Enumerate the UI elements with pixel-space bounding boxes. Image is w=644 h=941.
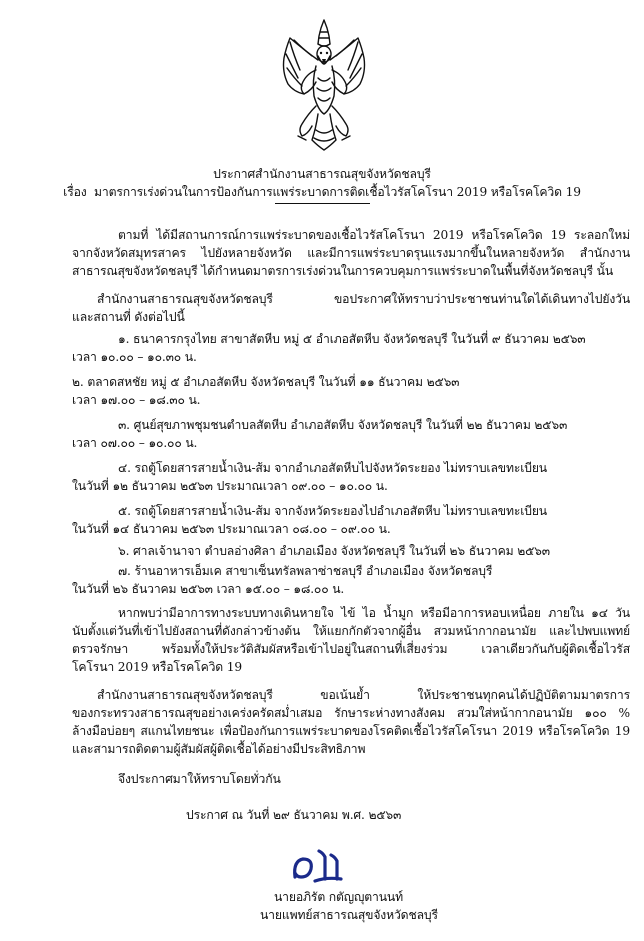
announce-line: สำนักงานสาธารณสุขจังหวัดชลบุรี ขอประกาศให้ทราบว่าประชาชนท่านใดได้เดินทางไปยังวัน xyxy=(97,292,630,306)
emphasis-line: สำนักงานสาธารณสุขจังหวัดชลบุรี ขอเน้นย้ำ ให้ประชาชนทุกคนได้ปฏิบัติตามมาตรการ xyxy=(97,688,630,702)
location-item-time: เวลา ๑๗.๐๐ – ๑๘.๓๐ น. xyxy=(72,393,201,407)
emphasis-line: ล้างมือบ่อยๆ สแกนไทยชนะ เพื่อป้องกันการแพร่ระบาดของโรคติดเชื้อไวรัสโคโรนา 2019 หรือโรคโควิด 19 xyxy=(72,724,630,738)
emphasis-line: และสามารถติดตามผู้สัมผัสผู้ติดเชื้อได้อย่างมีประสิทธิภาพ xyxy=(72,742,366,756)
location-item: ๔. รถตู้โดยสารสายน้ำเงิน-ส้ม จากอำเภอสัตหีบไปจังหวัดระยอง ไม่ทราบเลขทะเบียน xyxy=(118,461,547,475)
symptoms-line: นับตั้งแต่วันที่เข้าไปยังสถานที่ดังกล่าวข้างต้น ให้แยกกักตัวจากผู้อื่น สวมหน้ากากอนามัย และไปพบแพทย์ xyxy=(72,624,630,638)
location-item: ๑. ธนาคารกรุงไทย สาขาสัตหีบ หมู่ ๕ อำเภอสัตหีบ จังหวัดชลบุรี ในวันที่ ๙ ธันวาคม ๒๕๖๓ xyxy=(118,332,586,346)
symptoms-line: โคโรนา 2019 หรือโรคโควิด 19 xyxy=(72,660,242,674)
location-item-time: เวลา ๑๐.๐๐ – ๑๐.๓๐ น. xyxy=(72,350,197,364)
location-item-time: ในวันที่ ๑๒ ธันวาคม ๒๕๖๓ ประมาณเวลา ๐๙.๐๐ – ๑๐.๐๐ น. xyxy=(72,479,388,493)
intro-line: ตามที่ ได้มีสถานการณ์การแพร่ระบาดของเชื้อไวรัสโคโรนา 2019 หรือโรคโควิด 19 ระลอกใหม่ xyxy=(118,228,630,242)
closing-line: จึงประกาศมาให้ทราบโดยทั่วกัน xyxy=(118,772,281,786)
garuda-emblem-icon xyxy=(278,18,370,154)
announcement-date: ประกาศ ณ วันที่ ๒๙ ธันวาคม พ.ศ. ๒๕๖๓ xyxy=(186,808,402,822)
document-title: ประกาศสำนักงานสาธารณสุขจังหวัดชลบุรี xyxy=(213,167,431,181)
signature-image xyxy=(287,847,349,887)
location-item: ๕. รถตู้โดยสารสายน้ำเงิน-ส้ม จากจังหวัดระยองไปอำเภอสัตหีบ ไม่ทราบเลขทะเบียน xyxy=(118,504,547,518)
location-item: ๓. ศูนย์สุขภาพชุมชนตำบลสัตหีบ อำเภอสัตหีบ จังหวัดชลบุรี ในวันที่ ๒๒ ธันวาคม ๒๕๖๓ xyxy=(118,418,568,432)
emphasis-line: ของกระทรวงสาธารณสุขอย่างเคร่งครัดสม่ำเสมอ รักษาระห่างทางสังคม สวมใส่หน้ากากอนามัย ๑๐๐ % xyxy=(72,706,630,720)
title-divider xyxy=(275,203,370,204)
symptoms-line: ตรวจรักษา พร้อมทั้งให้ประวัติสัมผัสหรือเข้าไปอยู่ในสถานที่เสี่ยงร่วม เวลาเดียวกันกับผู้ติดเชื้อไวรัส xyxy=(72,642,630,656)
location-item: ๒. ตลาดสหชัย หมู่ ๕ อำเภอสัตหีบ จังหวัดชลบุรี ในวันที่ ๑๑ ธันวาคม ๒๕๖๓ xyxy=(72,375,460,389)
signatory-name: นายอภิรัต กตัญญุตานนท์ xyxy=(274,890,403,904)
signatory-position: นายแพทย์สาธารณสุขจังหวัดชลบุรี xyxy=(260,908,438,922)
location-item: ๗. ร้านอาหารเอ็มเค สาขาเซ็นทรัลพลาซ่าชลบุรี อำเภอเมือง จังหวัดชลบุรี xyxy=(118,564,493,578)
intro-line: สาธารณสุขจังหวัดชลบุรี ได้กำหนดมาตรการเร่งด่วนในการควบคุมการแพร่ระบาดในพื้นที่จังหวัดชลบุรี นั้น xyxy=(72,264,614,278)
document-subject xyxy=(0,184,644,200)
subject-text: มาตรการเร่งด่วนในการป้องกันการแพร่ระบาดการติดเชื้อไวรัสโคโรนา 2019 หรือโรคโควิด 19 xyxy=(94,185,581,199)
location-item-time: ในวันที่ ๑๔ ธันวาคม ๒๕๖๓ ประมาณเวลา ๐๘.๐๐ – ๐๙.๐๐ น. xyxy=(72,522,391,536)
location-item-time: เวลา ๐๗.๐๐ – ๑๐.๐๐ น. xyxy=(72,436,198,450)
announce-line: และสถานที่ ดังต่อไปนี้ xyxy=(72,310,185,324)
symptoms-line: หากพบว่ามีอาการทางระบบทางเดินหายใจ ไข้ ไอ น้ำมูก หรือมีอาการหอบเหนื่อย ภายใน ๑๔ วัน xyxy=(118,606,630,620)
intro-line: จากจังหวัดสมุทรสาคร ไปยังหลายจังหวัด และมีการแพร่ระบาดรุนแรงมากขึ้นในหลายจังหวัด สำนักงาน xyxy=(72,246,630,260)
subject-prefix: เรื่อง xyxy=(63,185,87,199)
location-item-time: ในวันที่ ๒๖ ธันวาคม ๒๕๖๓ เวลา ๑๕.๐๐ – ๑๘.๐๐ น. xyxy=(72,582,345,596)
location-item: ๖. ศาลเจ้านาจา ตำบลอ่างศิลา อำเภอเมือง จังหวัดชลบุรี ในวันที่ ๒๖ ธันวาคม ๒๕๖๓ xyxy=(118,544,550,558)
